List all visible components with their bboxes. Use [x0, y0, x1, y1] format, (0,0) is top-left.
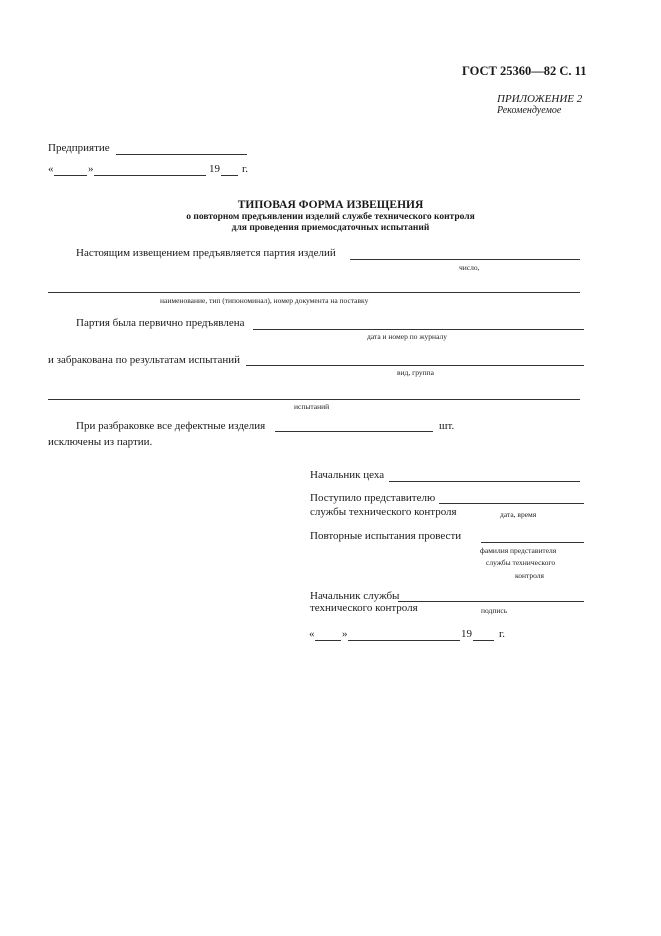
repeat-tests-label: Повторные испытания провести — [310, 530, 462, 542]
month-field[interactable] — [94, 175, 206, 176]
bottom-year-suffix: г. — [499, 628, 506, 640]
batch-label: Настоящим извещением предъявляется партия изделий — [76, 247, 336, 259]
form-subtitle-line2: для проведения приемосдаточных испытаний — [231, 223, 430, 233]
date-close-quote: » — [88, 163, 94, 175]
year-suffix: г. — [242, 163, 249, 175]
first-presented-label: Партия была первично предъявлена — [76, 317, 245, 329]
caption-date-journal: дата и номер по журналу — [367, 332, 447, 341]
form-title: ТИПОВАЯ ФОРМА ИЗВЕЩЕНИЯ — [237, 199, 424, 211]
rejected-field[interactable] — [246, 365, 584, 366]
first-presented-field[interactable] — [253, 329, 584, 330]
day-field[interactable] — [54, 175, 87, 176]
caption-tests: испытаний — [294, 402, 330, 411]
sorting-label: При разбраковке все дефектные изделия — [76, 420, 266, 432]
shop-head-label: Начальник цеха — [310, 469, 385, 481]
form-subtitle-line1: о повторном предъявлении изделий службе технического контроля — [186, 212, 475, 222]
caption-date-time: дата, время — [500, 510, 537, 519]
received-label-line1: Поступило представителю — [310, 492, 436, 504]
caption-count: число, — [459, 263, 480, 272]
repeat-tests-field[interactable] — [481, 542, 584, 543]
batch-count-field[interactable] — [350, 259, 580, 260]
bottom-day-field[interactable] — [315, 640, 341, 641]
date-open-quote: « — [48, 163, 54, 175]
caption-rep-line3: контроля — [515, 571, 544, 580]
bottom-year-prefix: 19 — [461, 628, 472, 640]
qc-head-signature-field[interactable] — [398, 601, 584, 602]
tests-field[interactable] — [48, 399, 580, 400]
enterprise-label: Предприятие — [48, 142, 110, 154]
standard-reference: ГОСТ 25360—82 С. 11 — [462, 64, 587, 78]
caption-signature: подпись — [481, 606, 508, 615]
year-prefix: 19 — [209, 163, 220, 175]
bottom-year-field[interactable] — [473, 640, 494, 641]
qc-head-label-line2: технического контроля — [310, 602, 418, 614]
caption-rep-line1: фамилия представителя — [480, 546, 557, 555]
defective-count-field[interactable] — [275, 431, 433, 432]
bottom-date-close-quote: » — [342, 628, 348, 640]
appendix-label: ПРИЛОЖЕНИЕ 2 — [497, 93, 583, 105]
bottom-date-open-quote: « — [309, 628, 315, 640]
received-label-line2: службы технического контроля — [310, 506, 457, 518]
caption-name: наименование, тип (типономинал), номер документа на поставку — [160, 296, 369, 305]
batch-name-field[interactable] — [48, 292, 580, 293]
shop-head-field[interactable] — [389, 481, 580, 482]
enterprise-field[interactable] — [116, 154, 247, 155]
excluded-label: исключены из партии. — [48, 436, 153, 448]
received-field[interactable] — [439, 503, 584, 504]
pcs-label: шт. — [439, 420, 455, 432]
caption-type-group: вид, группа — [397, 368, 434, 377]
appendix-note: Рекомендуемое — [497, 105, 562, 116]
caption-rep-line2: службы технического — [486, 558, 556, 567]
bottom-month-field[interactable] — [348, 640, 460, 641]
rejected-label: и забракована по результатам испытаний — [48, 354, 241, 366]
year-field[interactable] — [221, 175, 238, 176]
qc-head-label-line1: Начальник службы — [310, 590, 400, 602]
